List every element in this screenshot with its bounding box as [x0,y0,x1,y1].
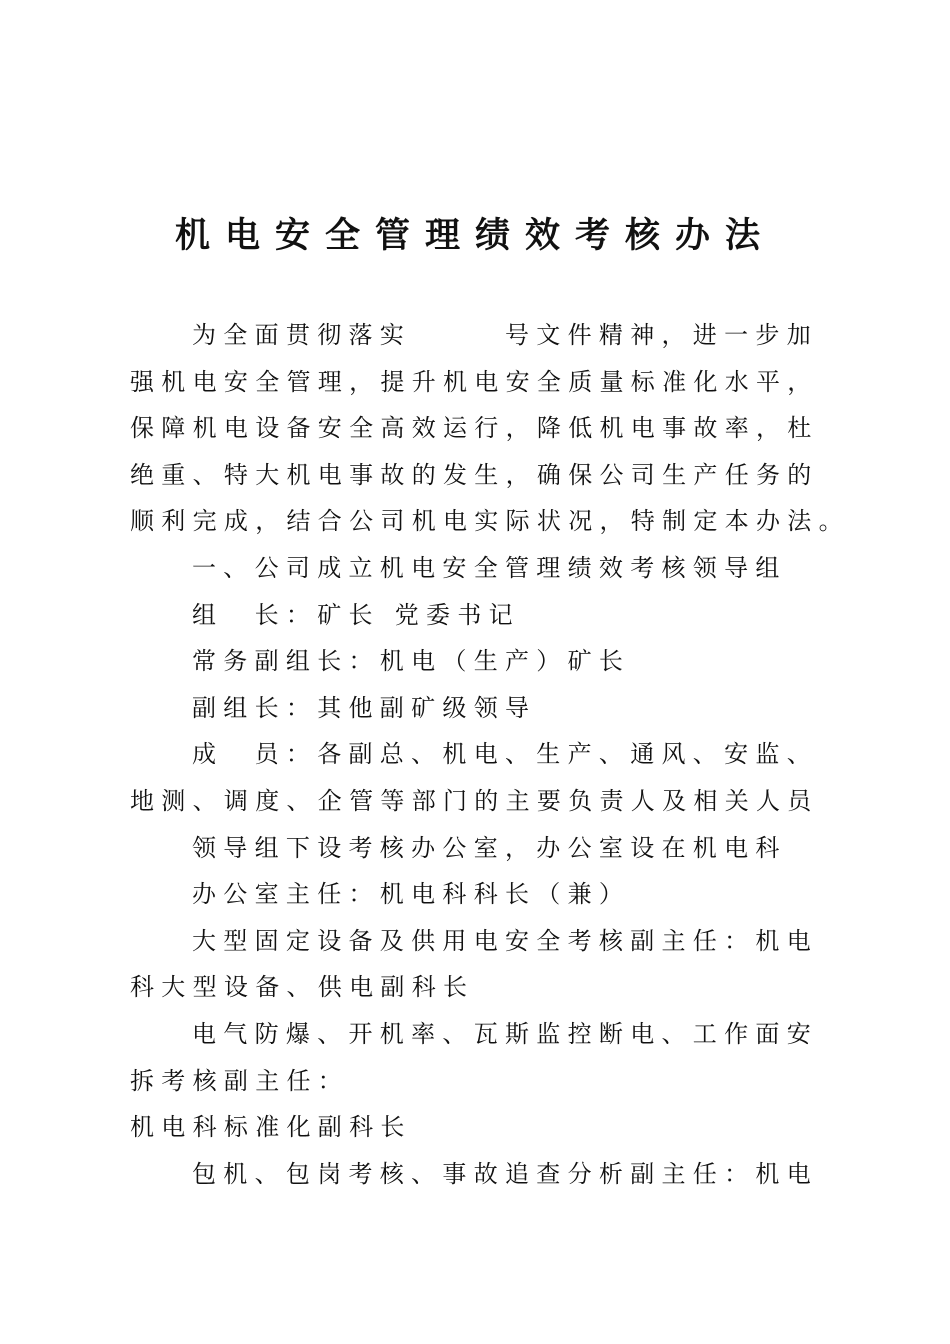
text-line: 绝重、特大机电事故的发生，确保公司生产任务的 [130,460,819,489]
text-line: 组 长：矿长 党委书记 [192,600,520,629]
text-line: 领导组下设考核办公室，办公室设在机电科 [192,833,787,862]
text-line: 强机电安全管理，提升机电安全质量标准化水平， [130,367,819,396]
text-line: 大型固定设备及供用电安全考核副主任：机电 [192,926,818,955]
text-line: 保障机电设备安全高效运行，降低机电事故率，杜 [130,414,819,443]
text-line: 电气防爆、开机率、瓦斯监控断电、工作面安 [192,1019,818,1048]
text-line: 拆考核副主任： [130,1066,350,1095]
text-line: 顺利完成，结合公司机电实际状况，特制定本办法。 [130,507,850,536]
text-line: 科大型设备、供电副科长 [130,973,475,1002]
text-line: 包机、包岗考核、事故追查分析副主任：机电 [192,1159,818,1188]
document-body [130,312,850,1197]
text-line: 副组长：其他副矿级领导 [192,693,537,722]
text-line: 地测、调度、企管等部门的主要负责人及相关人员 [130,786,819,815]
text-line: 常务副组长：机电（生产）矿长 [192,647,631,676]
text-line: 成 员：各副总、机电、生产、通风、安监、 [192,740,818,769]
document-title: 机电安全管理绩效考核办法 [174,215,775,256]
text-line: 办公室主任：机电科科长（兼） [192,880,631,909]
text-line: 机电科标准化副科长 [130,1113,412,1142]
text-line: 为全面贯彻落实 号文件精神，进一步加 [192,321,818,349]
section-heading: 一、公司成立机电安全管理绩效考核领导组 [192,553,787,582]
